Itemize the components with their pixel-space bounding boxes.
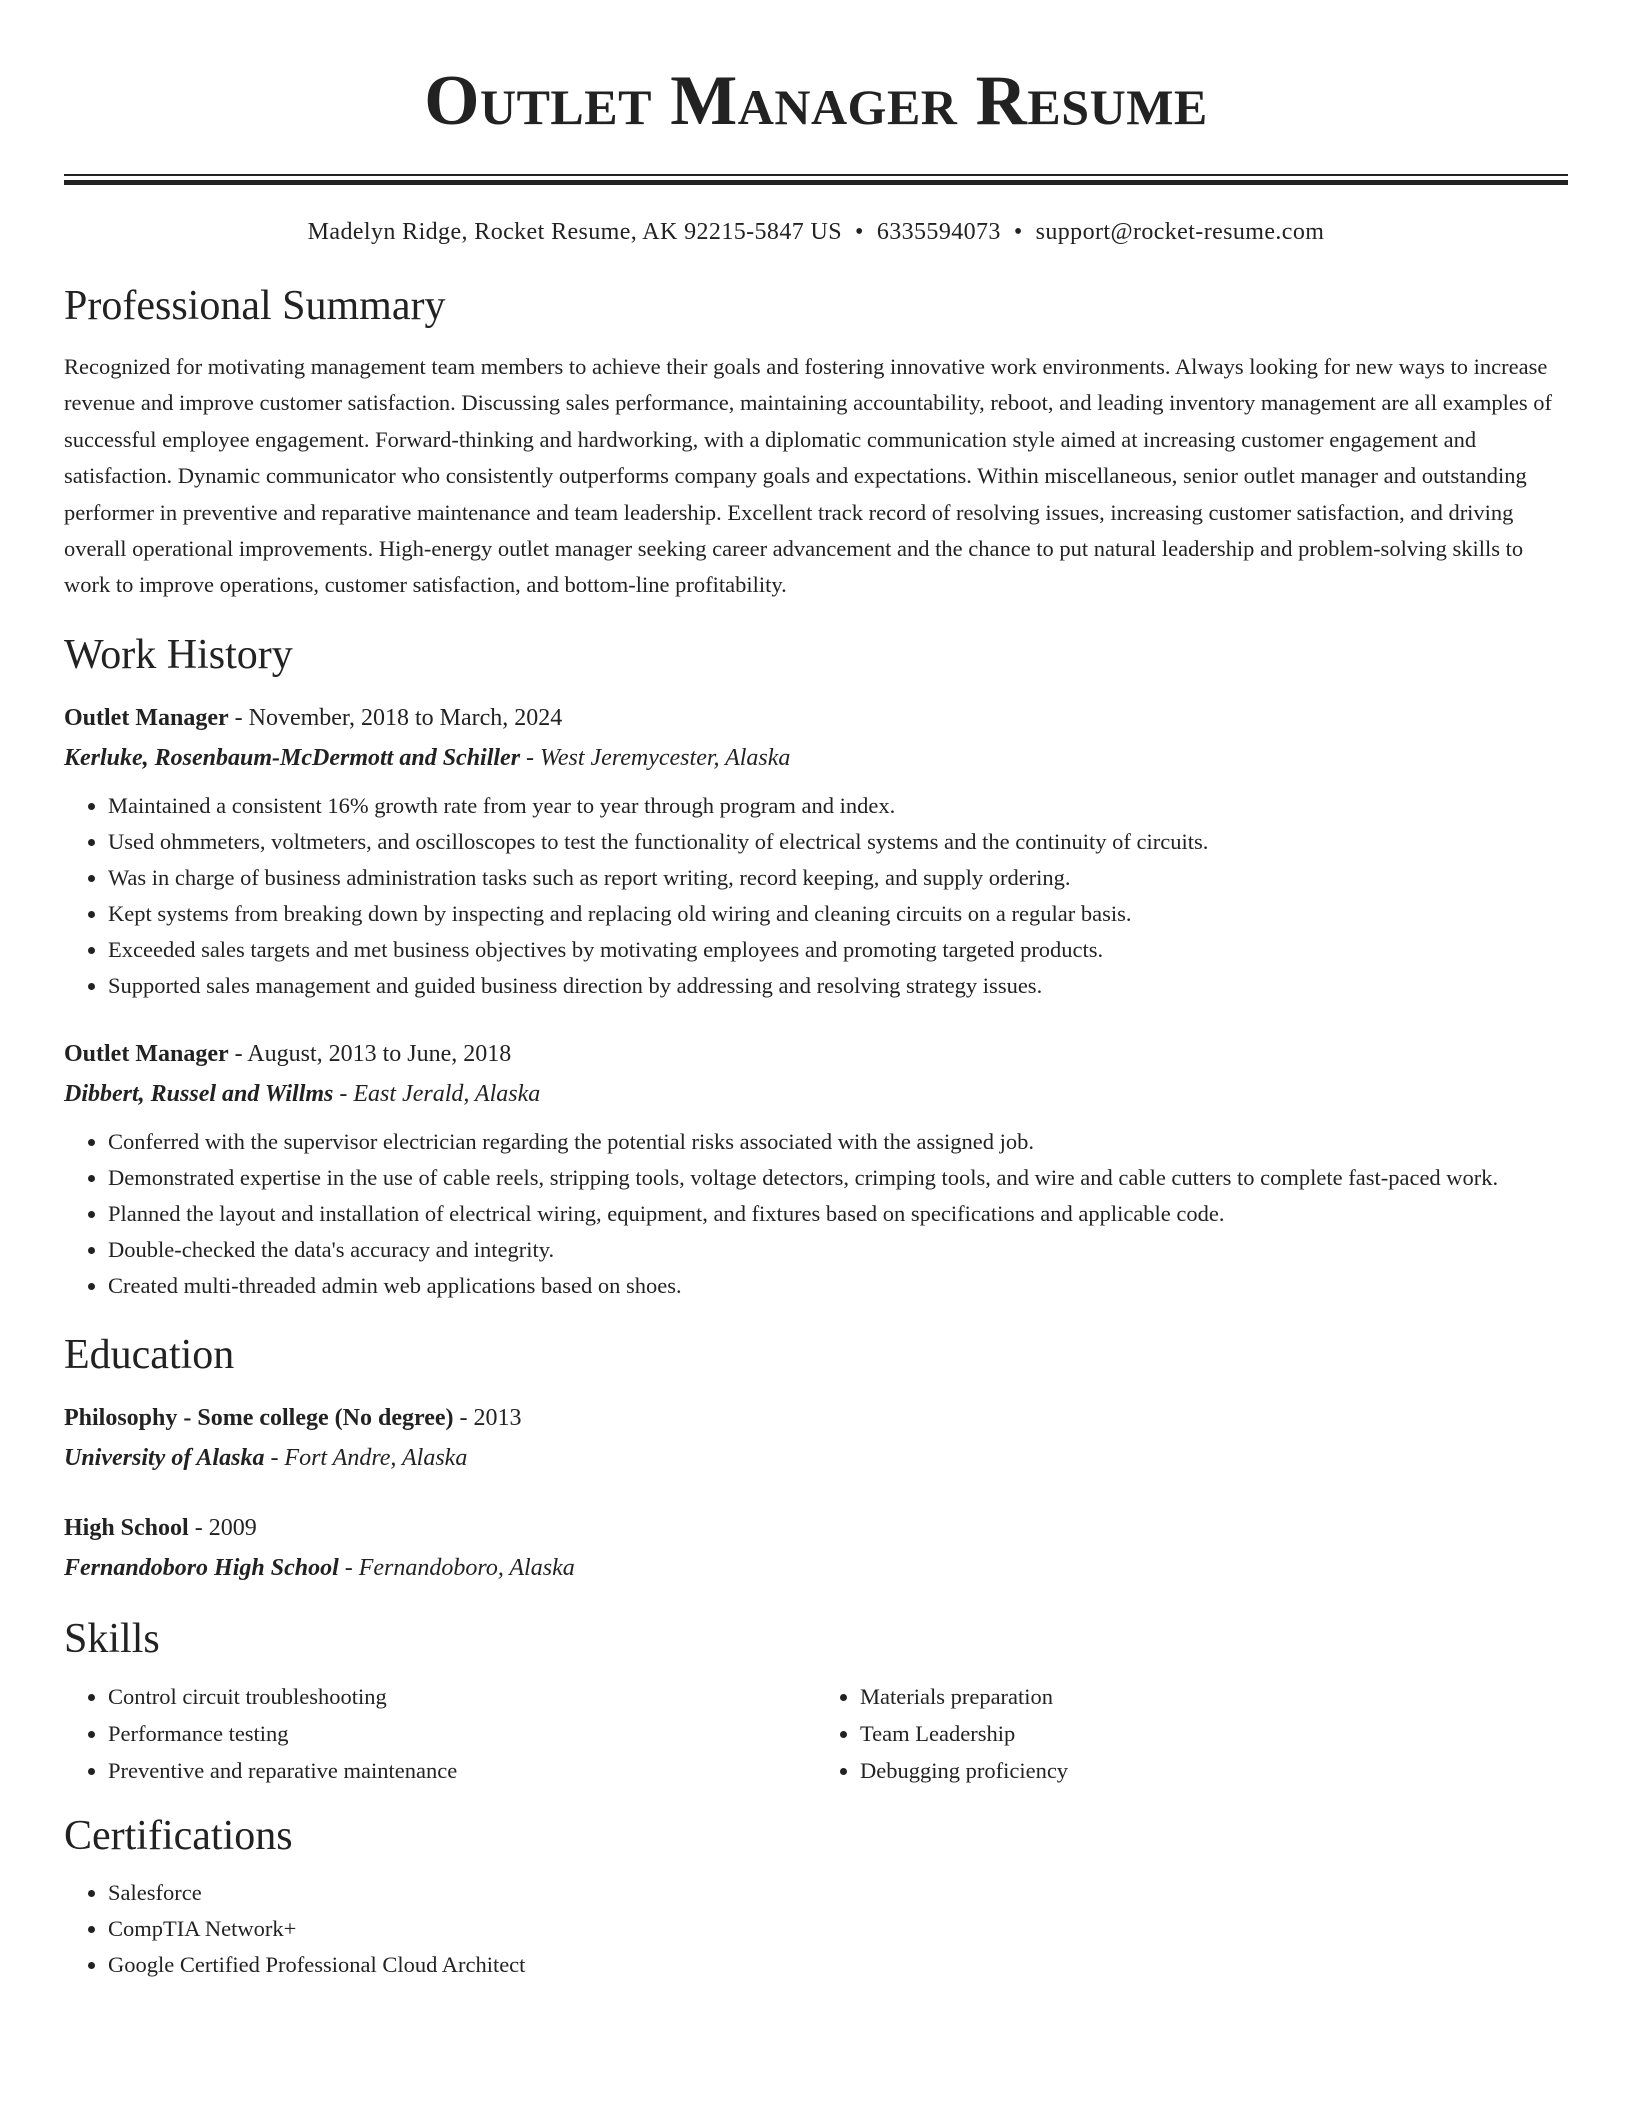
education-entry <box>64 1398 1568 1478</box>
education-degree: High School <box>64 1514 189 1541</box>
job-title: Outlet Manager <box>64 1040 229 1067</box>
list-item: • Control circuit troubleshooting <box>108 1678 816 1715</box>
skills-column-right <box>816 1678 1568 1789</box>
summary-text: Recognized for motivating management team members to achieve their goals and fostering innovative work environments. Always looking for new ways to increase revenue and improve customer satisfaction. Discussing sales performance, maintaining accountability, reboot, and leading inventory management are all examples of successful employee engagement. Forward-thinking and hardworking, with a diplomatic communication style aimed at increasing customer engagement and satisfaction. Dynamic communicator who consistently outperforms company goals and expectations. Within miscellaneous, senior outlet manager and outstanding performer in preventive and reparative maintenance and team leadership. Excellent track record of resolving issues, increasing customer satisfaction, and driving overall operational improvements. High-energy outlet manager seeking career advancement and the chance to put natural leadership and problem-solving skills to work to improve operations, customer satisfaction, and bottom-line profitability. <box>64 354 1553 598</box>
list-item: • Supported sales management and guided business direction by addressing and resolving strategy issues. <box>108 968 1568 1004</box>
title-divider <box>64 174 1568 185</box>
education-degree-line <box>64 1508 1568 1548</box>
job-entry <box>64 1034 1568 1304</box>
list-item: • Planned the layout and installation of electrical wiring, equipment, and fixtures based on specifications and applicable code. <box>108 1196 1568 1232</box>
education-entry <box>64 1508 1568 1588</box>
section-heading-skills: Skills <box>64 1615 160 1662</box>
list-item: • Demonstrated expertise in the use of cable reels, stripping tools, voltage detectors, crimping tools, and wire and cable cutters to complete fast-paced work. <box>108 1160 1568 1196</box>
skills-grid <box>64 1678 1568 1789</box>
skills-section <box>64 1614 1568 1789</box>
work-history-section <box>64 630 1568 1304</box>
list-item: • Exceeded sales targets and met business objectives by motivating employees and promoting targeted products. <box>108 932 1568 968</box>
education-school-line <box>64 1438 1568 1478</box>
job-company-line <box>64 738 1568 778</box>
list-item: • Materials preparation <box>860 1678 1568 1715</box>
list-item: • Maintained a consistent 16% growth rate from year to year through program and index. <box>108 788 1568 824</box>
education-location: - Fort Andre, Alaska <box>264 1444 468 1471</box>
education-degree: Philosophy - Some college (No degree) <box>64 1404 454 1431</box>
list-item: • Team Leadership <box>860 1715 1568 1752</box>
certifications-section <box>64 1811 1568 1983</box>
education-location: - Fernandoboro, Alaska <box>338 1554 575 1581</box>
list-item: • Google Certified Professional Cloud Architect <box>108 1947 1568 1983</box>
job-entry <box>64 698 1568 1004</box>
education-school: Fernandoboro High School <box>64 1554 339 1581</box>
job-location: - East Jerald, Alaska <box>333 1080 541 1107</box>
list-item: • Created multi-threaded admin web applications based on shoes. <box>108 1268 1568 1304</box>
summary-section <box>64 281 1568 604</box>
job-company: Kerluke, Rosenbaum-McDermott and Schiller <box>64 744 521 771</box>
list-item: • Debugging proficiency <box>860 1752 1568 1789</box>
list-item: • Salesforce <box>108 1875 1568 1911</box>
job-bullets <box>64 1124 1568 1304</box>
list-item: • Kept systems from breaking down by inspecting and replacing old wiring and cleaning circuits on a regular basis. <box>108 896 1568 932</box>
page-title: Outlet Manager Resume <box>424 62 1208 140</box>
contact-address: Madelyn Ridge, Rocket Resume, AK 92215-5847 US <box>307 219 843 245</box>
list-item: • Used ohmmeters, voltmeters, and oscilloscopes to test the functionality of electrical systems and the continuity of circuits. <box>108 824 1568 860</box>
education-degree-line <box>64 1398 1568 1438</box>
contact-separator: • <box>855 219 864 245</box>
skills-column-left <box>64 1678 816 1789</box>
section-heading-work: Work History <box>64 631 293 678</box>
list-item: • Performance testing <box>108 1715 816 1752</box>
job-title-line <box>64 698 1568 738</box>
list-item: • Conferred with the supervisor electrician regarding the potential risks associated with the assigned job. <box>108 1124 1568 1160</box>
job-location: - West Jeremycester, Alaska <box>520 744 791 771</box>
section-heading-certifications: Certifications <box>64 1812 293 1859</box>
list-item: • Double-checked the data's accuracy and integrity. <box>108 1232 1568 1268</box>
job-company: Dibbert, Russel and Willms <box>64 1080 334 1107</box>
job-title-line <box>64 1034 1568 1074</box>
contact-email: support@rocket-resume.com <box>1035 219 1325 245</box>
contact-phone: 6335594073 <box>876 219 1001 245</box>
section-heading-summary: Professional Summary <box>64 283 446 329</box>
job-title: Outlet Manager <box>64 704 229 731</box>
list-item: • Was in charge of business administration tasks such as report writing, record keeping, and supply ordering. <box>108 860 1568 896</box>
contact-line <box>64 215 1568 249</box>
job-bullets <box>64 788 1568 1004</box>
job-dates: - November, 2018 to March, 2024 <box>228 704 563 731</box>
education-school-line <box>64 1548 1568 1588</box>
education-year: - 2013 <box>453 1404 522 1431</box>
education-section <box>64 1330 1568 1588</box>
list-item: • Preventive and reparative maintenance <box>108 1752 816 1789</box>
job-dates: - August, 2013 to June, 2018 <box>228 1040 512 1067</box>
certifications-list <box>64 1875 1568 1983</box>
job-company-line <box>64 1074 1568 1114</box>
list-item: • CompTIA Network+ <box>108 1911 1568 1947</box>
section-heading-education: Education <box>64 1331 235 1378</box>
education-school: University of Alaska <box>64 1444 265 1471</box>
education-year: - 2009 <box>188 1514 257 1541</box>
contact-separator: • <box>1013 219 1023 245</box>
